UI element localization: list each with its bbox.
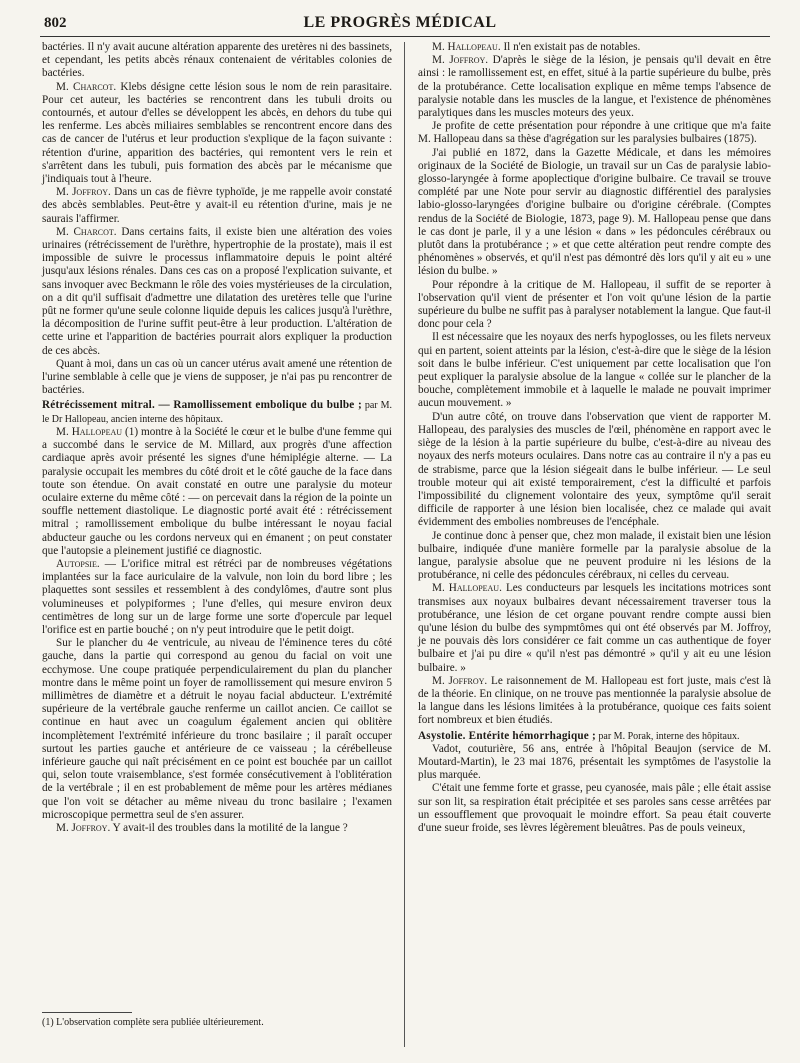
section-title: Rétrécissement mitral. — Ramollissement embolique du bulbe ; [42, 399, 362, 412]
speaker-name: M. Joffroy. [56, 186, 111, 199]
footnote: (1) L'observation complète sera publiée ultérieurement. [42, 1017, 264, 1028]
speaker-name: M. Joffroy. [56, 821, 111, 834]
paragraph [42, 41, 392, 81]
paragraph-text: Les conducteurs par lesquels les incitations motrices sont transmises aux noyaux bulbaires devant nécessairement traverser tous la protubérance, une lésion de cet organe pouvant rendre compte aussi bien qu'une lésion du bulbe des sympmtômes qui ont été observés par M. Joffroy, je ne pouvais dès lors considérer ce fait comme un cas authentique de foyer bulbaire et j'ai pu dire « qu'il n'est pas démontré » qu'il y ait eu une lésion bulbaire. » [418, 582, 771, 674]
paragraph-text: Y avait-il des troubles dans la motilité de la langue ? [112, 821, 348, 834]
paragraph-text: Le raisonnement de M. Hallopeau est fort juste, mais c'est là de la théorie. En clinique, on ne trouve pas mentionnée la paralysie absolue de la langue dans les lésions limitées à la protubérance, quoique ces faits soient fort nombreux et bien étudiés. [418, 674, 772, 727]
page-number: 802 [44, 15, 67, 31]
paragraph [418, 54, 771, 120]
paragraph-text: D'après le siège de la lésion, je pensais qu'il devait en être ainsi : le ramollissement est, en effet, situé à la partie supérieure du bulbe, près de la protubérance. Cette localisation explique en même temps l'absence de paralysie notable dans les muscles de la langue, et l'existence de phénomènes paralytiques dans les muscles moteurs des yeux. [418, 54, 772, 120]
left-column [42, 41, 392, 835]
header-rule [40, 36, 770, 37]
paragraph [42, 186, 392, 226]
paragraph [418, 411, 771, 530]
speaker-name: M. Joffroy. [432, 54, 489, 67]
column-divider [404, 42, 405, 1047]
paragraph-text: — L'orifice mitral est rétréci par de nombreuses végétations implantées sur la face auriculaire de la valvule, non loin du bord libre ; les plaquettes sont sessiles et ressemblent à des condylômes, d'autre sont plus volumineuses et polypiformes ; l'une d'elles, qui mesure environ deux centimètres de long sur un de large forme une sorte d'opercule par lequel l'orifice est en partie bouché ; on n'y peut introduire que le petit doigt. [42, 557, 392, 636]
paragraph [42, 226, 392, 358]
right-column [418, 41, 771, 835]
section-title: Asystolie. Entérite hémorrhagique ; [418, 729, 596, 742]
paragraph [42, 822, 392, 835]
paragraph [418, 147, 771, 279]
paragraph-text: Je profite de cette présentation pour répondre à une critique que m'a faite M. Hallopeau dans sa thèse d'agrégation sur les paralysies bulbaires (1875). [418, 120, 771, 146]
paragraph-text: J'ai publié en 1872, dans la Gazette Médicale, et dans les mémoires originaux de la Société de Biologie, un travail sur un Cas de paralysie labio-glosso-laryngée à forme apoplectique d'origine bulbaire. Ce travail se trouve complété par une Note pour servir au diagnostic différentiel des paralysies labio-glosso-laryngées d'origine bulbaire ou d'origine cérébrale. (Comptes rendus de la Société de Biologie, 1873, page 9). M. Hallopeau pense que dans le cas dont je parle, il y a une lésion « dans » les pédoncules cérébraux ou plutôt dans la protubérance ; » et que cette altération peut rendre compte des phénomènes » observés, et qu'il n'est pas démontré dès lors qu'il y ait eu » une lésion du bulbe. » [418, 146, 771, 278]
paragraph-text: bactéries. Il n'y avait aucune altération apparente des uretères ni des bassinets, et cependant, les petits abcès rénaux contenaient de véritables colonies de bactéries. [42, 41, 392, 80]
paragraph [418, 120, 771, 146]
section-heading [418, 730, 771, 743]
paragraph-text: Il est nécessaire que les noyaux des nerfs hypoglosses, ou les filets nerveux qui en partent, soient atteints par la lésion, c'est-à-dire que le siège de la lésion soit dans le bulbe inférieur. C'est uniquement par cette localisation que l'on peut expliquer la paralysie absolue de la langue « collée sur le plancher de la bouche, complètement immobile et à laquelle le malade ne pouvait imprimer aucun mouvement. » [418, 331, 771, 410]
paragraph [418, 743, 771, 783]
paragraph-text: (1) montre à la Société le cœur et le bulbe d'une femme qui a succombé dans le service de M. Millard, aux progrès d'une affection cardiaque après avoir présenté les signes d'une hémiplégie alterne. — La paralysie occupait les membres du côté droit et le côté gauche de la face dans toute son étendue. On avait constaté en outre une paralysie du moteur oculaire externe du même côté : — on percevait dans la région de la pointe un souffle nettement diastolique. Le diagnostic porté avait été : rétrécissement mitral ; ramollissement embolique du bulbe intéressant le noyau facial abducteur gauche ou les cordons nerveux qui en émanent ; on peut constater que l'autopsie a pleinement justifié ce diagnostic. [42, 425, 393, 557]
journal-title: LE PROGRÈS MÉDICAL [303, 14, 497, 31]
speaker-name: M. Joffroy. [432, 674, 488, 687]
paragraph [42, 81, 392, 187]
paragraph-text: Je continue donc à penser que, chez mon malade, il existait bien une lésion bulbaire, indiquée d'une manière formelle par la paralysie absolue de la langue, paralysie absolue que ne peuvent produire ni les lésions de la protubérance, ni celle des pédoncules cérébraux, ni celles du cerveau. [418, 529, 771, 582]
page-header [0, 0, 800, 40]
paragraph-text: Dans un cas de fièvre typhoïde, je me rappelle avoir constaté des abcès semblables. Peut-être y avait-il eu rétention d'urine, mais je ne saurais l'affirmer. [42, 186, 393, 225]
paragraph-text: Klebs désigne cette lésion sous le nom de rein parasitaire. Pour cet auteur, les bactéries se rencontrent dans les tubuli droits ou contournés, et autour d'elles se développent les abcès, en dehors du tube qui les renferme. Les abcès miliaires semblables se rencontrent encore dans des cas de cancer de l'utérus et leur production s'explique de la façon suivante : rétention d'urine, apparition des bactéries, qui remontent vers le rein et s'arrêtent dans les tubuli, puis formation des abcès par le mécanisme que j'indiquais tout à l'heure. [42, 80, 393, 186]
paragraph [42, 358, 392, 398]
paragraph-text: Il n'en existait pas de notables. [503, 41, 641, 53]
paragraph [418, 675, 771, 728]
paragraph [42, 426, 392, 558]
speaker-name: Autopsie. [56, 557, 100, 570]
paragraph-text: Pour répondre à la critique de M. Hallopeau, il suffit de se reporter à l'observation qu'il vient de présenter et l'on voit qu'une lésion de la partie supérieure du bulbe ne suffit pas à paralyser notablement la langue. Que faut-il donc pour cela ? [418, 278, 772, 331]
paragraph-text: Dans certains faits, il existe bien une altération des voies urinaires (rétrécissement de l'urèthre, hypertrophie de la prostate), mais il est impossible de suivre le processus inflammatoire depuis le point altéré jusqu'aux lésions rénales. Dans ces cas on a proposé l'explication suivante, et sans invoquer avec Beckmann le rôle des voies mystérieuses de la circulation, on a dit qu'il suffisait d'admettre une dilatation des uretères telle que l'urine pût ne former qu'une seule colonne liquide depuis les calices jusqu'à l'urèthre, la décomposition de l'urine suffit peut-être à leur production. L'altération de cette urine et l'apparition de bactéries pourrait alors expliquer la production de ces abcès. [42, 225, 393, 357]
paragraph [418, 582, 771, 674]
paragraph [418, 530, 771, 583]
paragraph-text: D'un autre côté, on trouve dans l'observation que vient de rapporter M. Hallopeau, des paralysies des muscles de l'œil, phénomène en rapport avec le siège de la lésion à la partie supérieure du bulbe, c'est-à-dire au niveau des noyaux des nerfs moteurs oculaires. Dans notre cas au contraire il n'y a pas eu de strabisme, parce que la lésion siégeait dans le bulbe inférieur. — Le seul trouble moteur qui ait existé temporairement, c'est la difficulté et parfois l'impossibilité du clignement volontaire des yeux, symptôme qu'il serait difficile de rapporter à une lésion bien localisée, chez ce malade qui avait évidemment des embolies nombreuses de l'encéphale. [418, 410, 771, 529]
paragraph-text: Sur le plancher du 4e ventricule, au niveau de l'éminence teres du côté gauche, dans la partie qui correspond au genou du facial on voit une ecchymose. Une coupe pratiquée perpendiculairement du plan du plancher montre dans le même point un foyer de ramollissement qui mesure environ 5 millimètres de diamètre et a détruit le noyau facial abducteur. L'extrémité supérieure de la vertébrale gauche renferme un caillot ancien. Ce caillot se continue en haut avec un coagulum également ancien qui oblitère incomplètement l'extrémité inférieure du tronc basilaire ; il paraît occuper surtout les parties gauche et antérieure de ce vaisseau ; la cérébelleuse inférieure gauche qui naît précisément en ce point est bouchée par un caillot qui, selon toute vraisemblance, s'est formée consécutivement à l'oblitération de la vertébrale ; il en est probablement de même pour les artères médianes que l'on voit se détacher au même niveau du tronc basilaire ; l'examen microscopique permettra seul de s'en assurer. [42, 637, 392, 821]
section-byline: par M. le Dr Hallopeau, ancien interne des hôpitaux. [42, 400, 392, 425]
speaker-name: M. Hallopeau [56, 425, 123, 438]
paragraph [418, 41, 771, 54]
speaker-name: M. Hallopeau. [432, 41, 501, 53]
section-heading [42, 399, 392, 425]
speaker-name: M. Hallopeau. [432, 582, 502, 595]
section-byline: par M. Porak, interne des hôpitaux. [595, 730, 740, 742]
paragraph-text: C'était une femme forte et grasse, peu cyanosée, mais pâle ; elle était assise sur son lit, sa respiration était précipitée et ses paroles sans cesse arrêtées par un essoufflement que provoquait le moindre effort. Sa peau était couverte d'une sueur froide, ses lèvres légèrement bleuâtres. Pas de pouls veineux, [418, 782, 771, 834]
paragraph [418, 782, 771, 835]
paragraph [42, 637, 392, 822]
footnote-rule [42, 1012, 132, 1013]
paragraph [418, 331, 771, 410]
speaker-name: M. Charcot. [56, 225, 117, 238]
paragraph [418, 279, 771, 332]
paragraph-text: Vadot, couturière, 56 ans, entrée à l'hôpital Beaujon (service de M. Moutard-Martin), le 23 mai 1876, présentait les symptômes de l'asystolie la plus marquée. [418, 742, 771, 782]
paragraph-text: Quant à moi, dans un cas où un cancer utérus avait amené une rétention de l'urine semblable à celle que je viens de supposer, je n'ai pas pu rencontrer de bactéries. [42, 357, 392, 397]
paragraph [42, 558, 392, 637]
speaker-name: M. Charcot. [56, 80, 117, 93]
